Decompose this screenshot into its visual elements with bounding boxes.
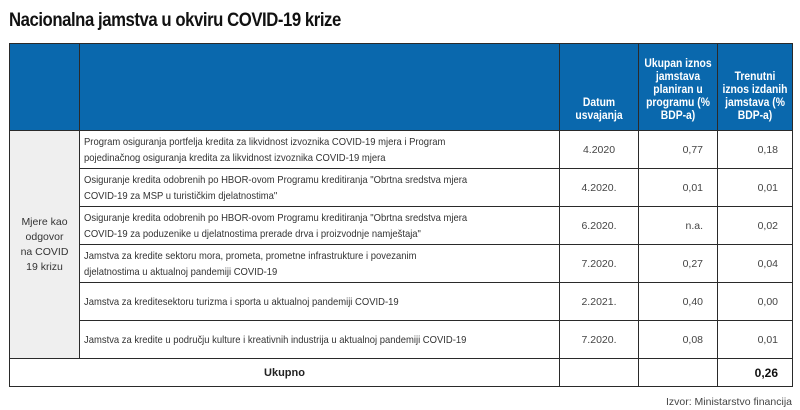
planned-cell: 0,27 xyxy=(639,245,718,283)
table-row xyxy=(10,169,793,207)
description-cell xyxy=(80,169,560,207)
page-title: Nacionalna jamstva u okviru COVID-19 krize xyxy=(9,10,341,31)
table-row xyxy=(10,283,793,321)
description-cell xyxy=(80,245,560,283)
total-issued: 0,26 xyxy=(718,359,793,387)
date-cell: 6.2020. xyxy=(560,207,639,245)
description-line: Osiguranje kredita odobrenih po HBOR-ovom Programu kreditiranja "Obrtna sredstva mjera xyxy=(84,211,468,224)
total-row xyxy=(10,359,793,387)
description-line: COVID-19 za poduzenike u djelatnostima prerade drva i proizvodnje namještaja" xyxy=(84,227,421,240)
description-cell xyxy=(80,283,560,321)
description-cell xyxy=(80,321,560,359)
table-row xyxy=(10,207,793,245)
date-cell: 7.2020. xyxy=(560,245,639,283)
date-cell: 2.2021. xyxy=(560,283,639,321)
total-date xyxy=(560,359,639,387)
header-planned: Ukupan iznos jamstava planiran u programu (% BDP-a) xyxy=(639,44,718,131)
description-line: Jamstva za kredite u području kulture i kreativnih industrija u aktualnoj pandemiji COVID-19 xyxy=(84,333,467,346)
date-cell: 7.2020. xyxy=(560,321,639,359)
header-category xyxy=(10,44,80,131)
issued-cell: 0,02 xyxy=(718,207,793,245)
description-line: pojedinačnog osiguranja kredita za likvidnost izvoznika COVID-19 mjera xyxy=(84,151,386,164)
planned-cell: 0,40 xyxy=(639,283,718,321)
description-cell xyxy=(80,131,560,169)
issued-cell: 0,01 xyxy=(718,321,793,359)
planned-cell: 0,01 xyxy=(639,169,718,207)
total-planned xyxy=(639,359,718,387)
table-row xyxy=(10,321,793,359)
date-cell: 4.2020. xyxy=(560,169,639,207)
table-row xyxy=(10,131,793,169)
planned-cell: 0,77 xyxy=(639,131,718,169)
category-cell: Mjere kao odgovor na COVID 19 krizu xyxy=(10,131,80,359)
planned-cell: 0,08 xyxy=(639,321,718,359)
table-row xyxy=(10,245,793,283)
description-cell xyxy=(80,207,560,245)
header-issued: Trenutni iznos izdanih jamstava (% BDP-a) xyxy=(718,44,793,131)
header-date: Datum usvajanja xyxy=(560,44,639,131)
planned-cell: n.a. xyxy=(639,207,718,245)
description-line: COVID-19 za MSP u turističkim djelatnostima" xyxy=(84,189,278,202)
guarantees-table xyxy=(9,43,793,387)
source-note: Izvor: Ministarstvo financija xyxy=(665,396,792,408)
issued-cell: 0,01 xyxy=(718,169,793,207)
table-header-row xyxy=(10,44,793,131)
issued-cell: 0,04 xyxy=(718,245,793,283)
description-line: Jamstva za kreditesektoru turizma i sporta u aktualnoj pandemiji COVID-19 xyxy=(84,295,399,308)
description-line: Program osiguranja portfelja kredita za likvidnost izvoznika COVID-19 mjera i Program xyxy=(84,135,446,148)
issued-cell: 0,18 xyxy=(718,131,793,169)
total-label: Ukupno xyxy=(10,359,560,387)
description-line: djelatnostima u aktualnoj pandemiji COVID-19 xyxy=(84,265,278,278)
date-cell: 4.2020 xyxy=(560,131,639,169)
issued-cell: 0,00 xyxy=(718,283,793,321)
header-description xyxy=(80,44,560,131)
description-line: Jamstva za kredite sektoru mora, prometa, prometne infrastrukture i povezanim xyxy=(84,249,417,262)
description-line: Osiguranje kredita odobrenih po HBOR-ovom Programu kreditiranja "Obrtna sredstva mjera xyxy=(84,173,468,186)
